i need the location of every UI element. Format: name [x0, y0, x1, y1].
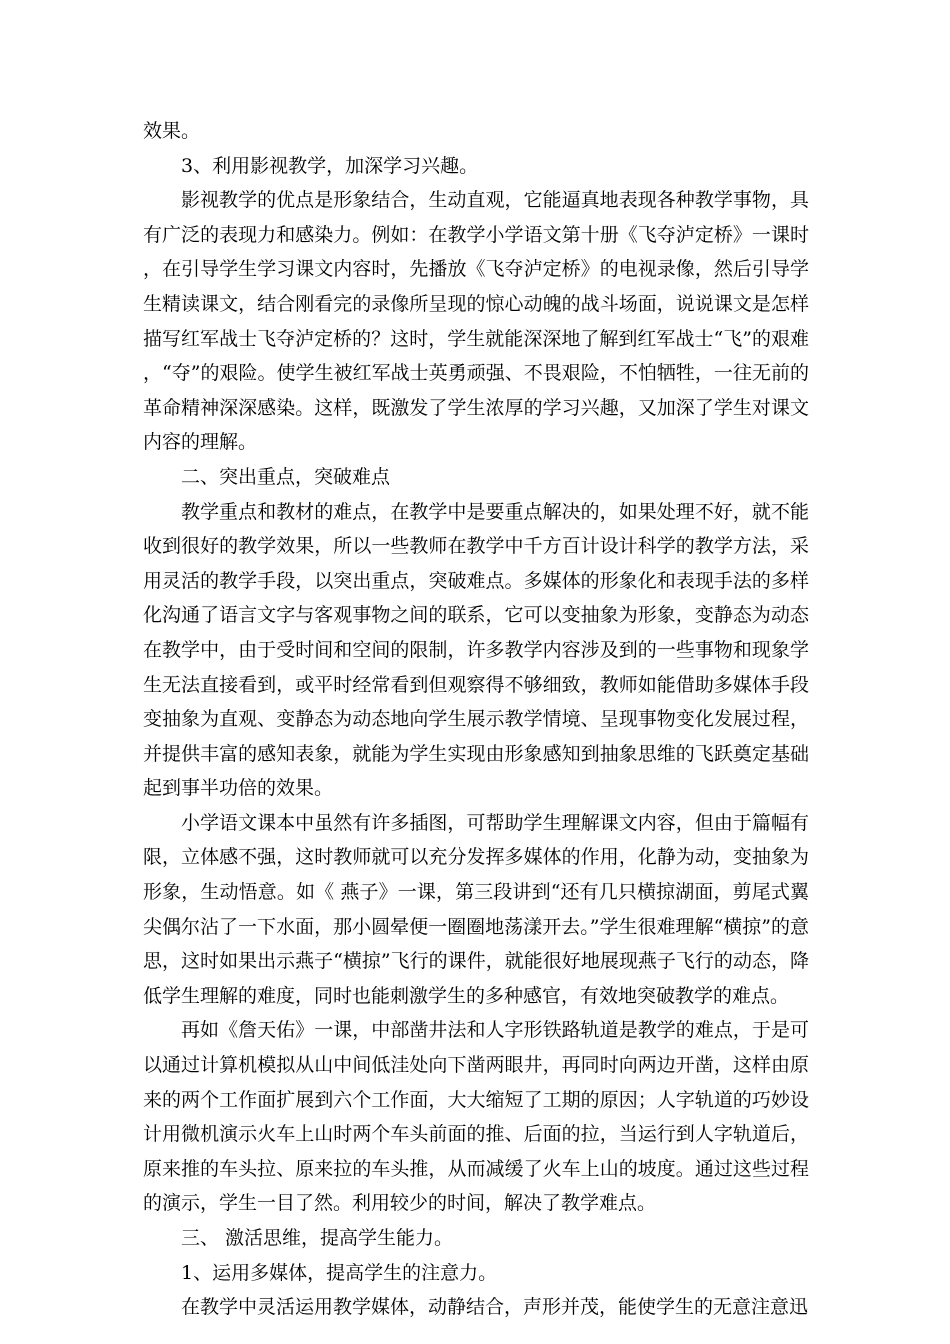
section-heading-key-points: 二、突出重点，突破难点	[181, 465, 391, 488]
subheading-film-teaching: 3、利用影视教学，加深学习兴趣。	[181, 154, 479, 177]
document-page	[143, 114, 809, 1325]
paragraph-attention: 在教学中灵活运用教学媒体，动静结合，声形并茂，能使学生的无意注意迅	[181, 1296, 809, 1319]
paragraph-swallow-lesson: 小学语文课本中虽然有许多插图，可帮助学生理解课文内容，但由于篇幅有限，立体感不强，这时教师就可以充分发挥多媒体的作用，化静为动，变抽象为形象，生动悟意。如《 燕子》一课，第三段讲到“还有几只横掠湖面，剪尾式翼尖偶尔沾了一下水面，那小圆晕便一圈圈地荡漾开去。”学生很难理解“横掠”的意思，这时如果出示燕子“横掠”飞行的课件，就能很好地展现燕子飞行的动态，降低学生理解的难度，同时也能刺激学生的多种感官，有效地突破教学的难点。	[143, 811, 809, 1007]
paragraph-key-points: 教学重点和教材的难点，在教学中是要重点解决的，如果处理不好，就不能收到很好的教学效果，所以一些教师在教学中千方百计设计科学的教学方法，采用灵活的教学手段，以突出重点，突破难点。多媒体的形象化和表现手法的多样化沟通了语言文字与客观事物之间的联系，它可以变抽象为形象，变静态为动态在教学中，由于受时间和空间的限制，许多教学内容涉及到的一些事物和现象学生无法直接看到，或平时经常看到但观察得不够细致，教师如能借助多媒体手段变抽象为直观、变静态为动态地向学生展示教学情境、呈现事物变化发展过程，并提供丰富的感知表象，就能为学生实现由形象感知到抽象思维的飞跃奠定基础起到事半功倍的效果。	[143, 500, 809, 800]
section-heading-activate-thinking: 三、 激活思维，提高学生能力。	[181, 1227, 454, 1249]
paragraph-film-teaching: 影视教学的优点是形象结合，生动直观，它能逼真地表现各种教学事物，具有广泛的表现力和感染力。例如：在教学小学语文第十册《飞夺泸定桥》一课时，在引导学生学习课文内容时，先播放《飞夺泸定桥》的电视录像，然后引导学生精读课文，结合刚看完的录像所呈现的惊心动魄的战斗场面，说说课文是怎样描写红军战士飞夺泸定桥的？这时，学生就能深深地了解到红军战士“飞”的艰难，“夺”的艰险。使学生被红军战士英勇顽强、不畏艰险，不怕牺牲，一往无前的革命精神深深感染。这样，既激发了学生浓厚的学习兴趣，又加深了学生对课文内容的理解。	[143, 189, 809, 454]
paragraph-continuation: 效果。	[143, 120, 201, 142]
paragraph-zhan-tianyou-lesson: 再如《詹天佑》一课，中部凿井法和人字形铁路轨道是教学的难点，于是可以通过计算机模拟从山中间低洼处向下凿两眼井，再同时向两边开凿，这样由原来的两个工作面扩展到六个工作面，大大缩短了工期的原因；人字轨道的巧妙设计用微机演示火车上山时两个车头前面的推、后面的拉，当运行到人字轨道后，原来推的车头拉、原来拉的车头推，从而减缓了火车上山的坡度。通过这些过程的演示，学生一目了然。利用较少的时间，解决了教学难点。	[143, 1019, 809, 1215]
subheading-attention: 1、运用多媒体，提高学生的注意力。	[181, 1261, 498, 1284]
